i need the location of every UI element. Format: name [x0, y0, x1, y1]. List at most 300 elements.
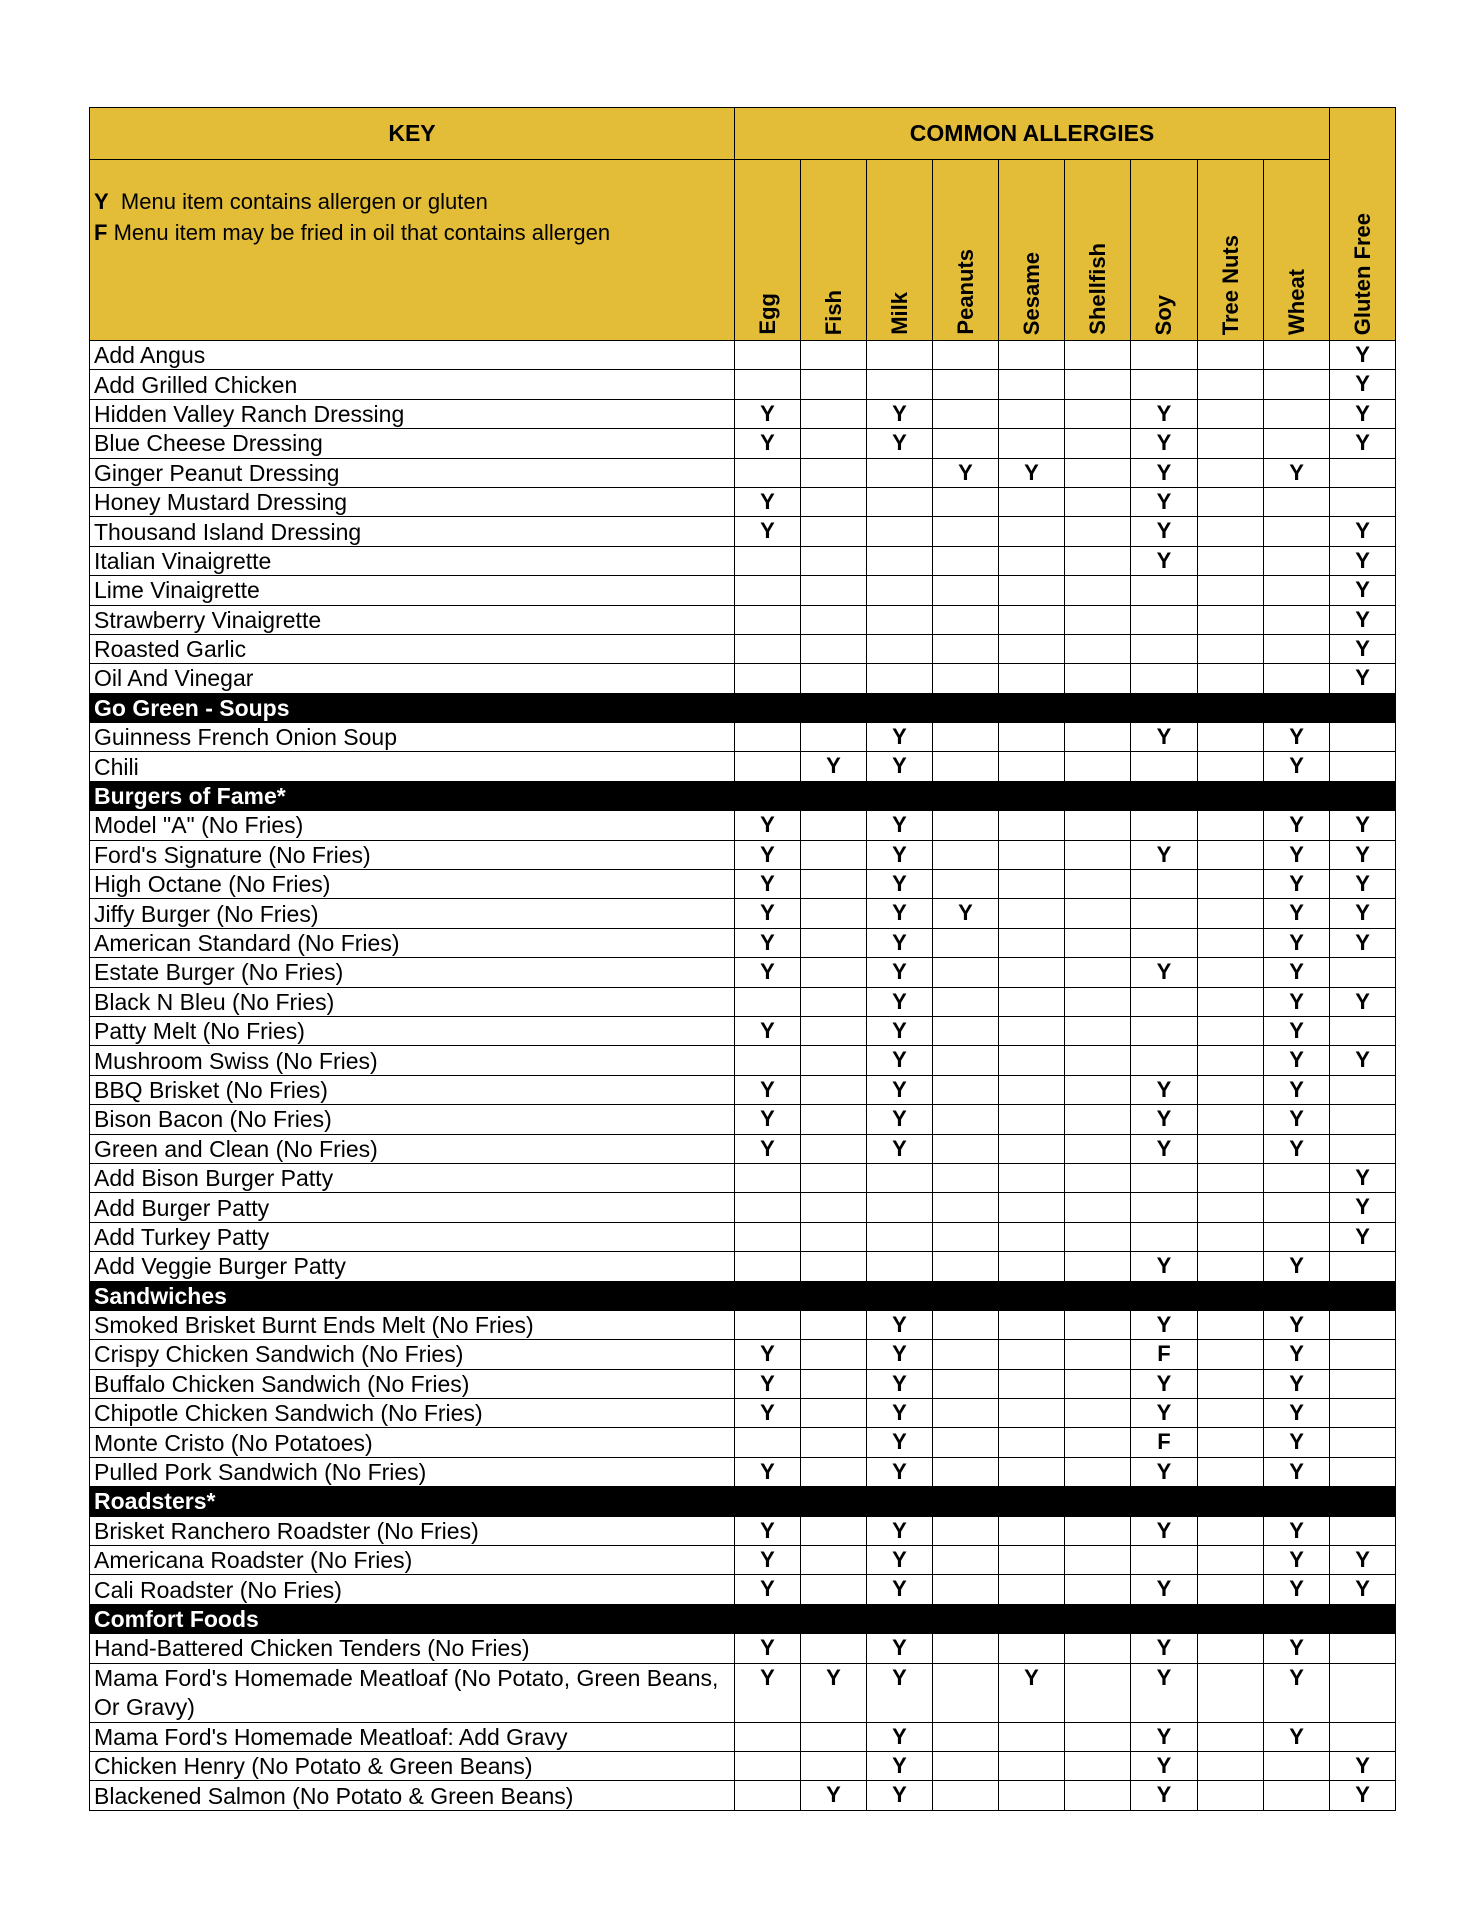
allergen-cell — [933, 1252, 999, 1281]
allergen-cell — [735, 1252, 801, 1281]
allergen-cell — [999, 1575, 1065, 1604]
allergen-cell — [1264, 370, 1330, 399]
allergen-cell — [1198, 1722, 1264, 1751]
allergen-cell: Y — [867, 1751, 933, 1780]
allergen-cell — [1131, 1163, 1198, 1192]
allergen-cell: Y — [1264, 870, 1330, 899]
allergen-cell — [999, 1722, 1065, 1751]
allergen-cell — [801, 605, 867, 634]
allergen-cell — [801, 1634, 867, 1663]
table-row — [90, 1781, 1396, 1810]
allergen-cell — [1065, 664, 1131, 693]
allergen-cell: Y — [1330, 811, 1396, 840]
allergen-cell — [1264, 664, 1330, 693]
allergen-cell — [1065, 1222, 1131, 1251]
table-row — [90, 1575, 1396, 1604]
menu-item-name: Blackened Salmon (No Potato & Green Beans) — [90, 1781, 735, 1810]
allergen-cell — [1330, 1310, 1396, 1339]
allergen-cell — [933, 1634, 999, 1663]
allergen-cell — [735, 576, 801, 605]
allergen-cell — [1065, 899, 1131, 928]
allergen-cell: Y — [867, 1663, 933, 1722]
allergen-cell — [1065, 1634, 1131, 1663]
table-row — [90, 1163, 1396, 1192]
table-row — [90, 1369, 1396, 1398]
allergen-cell — [735, 341, 801, 370]
allergen-cell — [1198, 1252, 1264, 1281]
allergen-cell: Y — [735, 1457, 801, 1486]
allergen-cell — [1198, 341, 1264, 370]
allergen-cell: Y — [1264, 752, 1330, 781]
allergen-cell: Y — [867, 1016, 933, 1045]
allergen-cell — [933, 1722, 999, 1751]
table-row — [90, 1340, 1396, 1369]
allergen-cell: Y — [1264, 1252, 1330, 1281]
allergen-cell — [1065, 429, 1131, 458]
allergen-cell: Y — [735, 1516, 801, 1545]
allergen-cell — [999, 811, 1065, 840]
allergen-cell — [1065, 1163, 1131, 1192]
allergen-cell — [1065, 870, 1131, 899]
allergen-cell — [867, 1252, 933, 1281]
table-row — [90, 1016, 1396, 1045]
menu-item-name: Cali Roadster (No Fries) — [90, 1575, 735, 1604]
allergen-cell: Y — [1330, 840, 1396, 869]
allergen-cell — [999, 1369, 1065, 1398]
allergen-cell — [1131, 1046, 1198, 1075]
table-row — [90, 1252, 1396, 1281]
allergen-cell: Y — [1131, 1722, 1198, 1751]
allergen-cell: Y — [867, 1634, 933, 1663]
allergen-cell — [999, 634, 1065, 663]
table-row — [90, 1134, 1396, 1163]
allergen-cell — [1065, 487, 1131, 516]
menu-item-name: Bison Bacon (No Fries) — [90, 1105, 735, 1134]
allergen-cell: Y — [735, 1105, 801, 1134]
allergen-cell — [1198, 1046, 1264, 1075]
allergen-cell — [933, 870, 999, 899]
allergen-cell: Y — [735, 899, 801, 928]
allergen-cell — [933, 517, 999, 546]
allergen-cell — [1264, 1781, 1330, 1810]
allergen-cell — [933, 1428, 999, 1457]
allergen-cell — [1330, 1252, 1396, 1281]
table-row — [90, 1222, 1396, 1251]
table-row — [90, 1046, 1396, 1075]
allergen-cell — [1330, 1663, 1396, 1722]
allergen-cell — [1131, 370, 1198, 399]
allergen-cell — [933, 1193, 999, 1222]
allergen-cell — [867, 458, 933, 487]
allergen-cell — [999, 370, 1065, 399]
allergen-cell — [999, 1781, 1065, 1810]
allergen-cell — [933, 1516, 999, 1545]
allergen-cell — [801, 1075, 867, 1104]
allergen-cell: Y — [867, 811, 933, 840]
allergen-cell — [1065, 546, 1131, 575]
allergen-cell — [801, 1046, 867, 1075]
allergen-cell — [999, 1163, 1065, 1192]
allergen-cell — [999, 870, 1065, 899]
allergen-cell — [933, 1134, 999, 1163]
menu-item-name: Chicken Henry (No Potato & Green Beans) — [90, 1751, 735, 1780]
allergen-cell — [1330, 752, 1396, 781]
allergen-cell — [999, 576, 1065, 605]
allergen-cell — [735, 1222, 801, 1251]
allergen-cell — [801, 1222, 867, 1251]
table-row — [90, 605, 1396, 634]
allergen-cell: Y — [735, 429, 801, 458]
menu-item-name: Oil And Vinegar — [90, 664, 735, 693]
allergen-cell — [933, 1340, 999, 1369]
menu-item-name: Americana Roadster (No Fries) — [90, 1546, 735, 1575]
menu-item-name: Crispy Chicken Sandwich (No Fries) — [90, 1340, 735, 1369]
allergen-cell: Y — [1330, 1575, 1396, 1604]
allergen-cell — [1330, 1075, 1396, 1104]
menu-item-name: Ginger Peanut Dressing — [90, 458, 735, 487]
menu-item-name: Hidden Valley Ranch Dressing — [90, 399, 735, 428]
column-header-soy: Soy — [1131, 160, 1198, 341]
allergen-cell — [933, 723, 999, 752]
allergen-cell — [735, 634, 801, 663]
menu-item-name: Mama Ford's Homemade Meatloaf (No Potato, Green Beans, Or Gravy) — [90, 1663, 735, 1722]
allergen-cell — [801, 399, 867, 428]
allergen-cell — [1198, 1222, 1264, 1251]
allergen-cell: Y — [1131, 1751, 1198, 1780]
allergen-cell: Y — [867, 1722, 933, 1751]
allergen-cell — [1131, 811, 1198, 840]
allergen-cell: Y — [1264, 1310, 1330, 1339]
allergen-cell — [1264, 546, 1330, 575]
allergen-cell — [801, 1516, 867, 1545]
menu-item-name: Buffalo Chicken Sandwich (No Fries) — [90, 1369, 735, 1398]
allergen-cell: Y — [999, 1663, 1065, 1722]
allergen-cell — [1198, 723, 1264, 752]
table-row — [90, 341, 1396, 370]
menu-item-name: High Octane (No Fries) — [90, 870, 735, 899]
allergen-cell — [999, 517, 1065, 546]
allergen-cell — [1065, 1751, 1131, 1780]
allergen-cell — [1065, 399, 1131, 428]
allergen-cell — [933, 1546, 999, 1575]
table-row — [90, 1546, 1396, 1575]
menu-item-name: Mama Ford's Homemade Meatloaf: Add Gravy — [90, 1722, 735, 1751]
allergen-cell — [1065, 576, 1131, 605]
allergen-cell: Y — [1264, 1399, 1330, 1428]
allergen-cell — [933, 1751, 999, 1780]
allergen-cell — [999, 987, 1065, 1016]
menu-item-name: Thousand Island Dressing — [90, 517, 735, 546]
table-row — [90, 1310, 1396, 1339]
table-row — [90, 899, 1396, 928]
allergen-cell: Y — [735, 1546, 801, 1575]
section-header: Roadsters* — [90, 1487, 1396, 1516]
section-header: Comfort Foods — [90, 1604, 1396, 1633]
allergen-cell — [1065, 341, 1131, 370]
allergen-cell: Y — [735, 870, 801, 899]
allergen-cell — [1330, 487, 1396, 516]
allergen-cell — [801, 1546, 867, 1575]
allergen-cell — [1264, 399, 1330, 428]
allergen-cell — [1198, 1516, 1264, 1545]
table-row — [90, 870, 1396, 899]
allergen-cell — [735, 752, 801, 781]
allergen-cell — [1198, 1016, 1264, 1045]
allergen-cell: Y — [1131, 399, 1198, 428]
allergen-cell — [735, 1193, 801, 1222]
allergen-cell: Y — [1131, 1663, 1198, 1722]
allergen-cell — [1330, 1428, 1396, 1457]
allergen-cell — [933, 1222, 999, 1251]
allergen-cell — [801, 1105, 867, 1134]
allergen-cell: Y — [867, 399, 933, 428]
menu-item-name: American Standard (No Fries) — [90, 928, 735, 957]
allergen-cell: Y — [1330, 605, 1396, 634]
allergen-cell: Y — [867, 1369, 933, 1398]
allergen-cell — [1131, 1016, 1198, 1045]
allergen-cell — [1065, 605, 1131, 634]
allergen-cell — [933, 546, 999, 575]
menu-item-name: Jiffy Burger (No Fries) — [90, 899, 735, 928]
allergen-cell — [1330, 1457, 1396, 1486]
menu-item-name: Add Bison Burger Patty — [90, 1163, 735, 1192]
allergen-cell: Y — [867, 1046, 933, 1075]
allergen-cell: Y — [867, 987, 933, 1016]
allergen-cell — [801, 1457, 867, 1486]
allergen-cell — [735, 605, 801, 634]
allergen-cell — [933, 1016, 999, 1045]
allergen-cell: Y — [735, 1575, 801, 1604]
allergen-cell — [867, 1163, 933, 1192]
allergen-cell — [1065, 1105, 1131, 1134]
allergen-cell — [867, 517, 933, 546]
allergen-cell: Y — [867, 928, 933, 957]
allergen-cell — [933, 752, 999, 781]
allergen-cell — [1131, 987, 1198, 1016]
allergen-cell — [933, 840, 999, 869]
allergen-cell: Y — [1330, 1222, 1396, 1251]
allergen-cell — [1065, 1575, 1131, 1604]
allergen-cell — [1065, 458, 1131, 487]
allergen-cell — [1198, 1310, 1264, 1339]
allergen-cell — [801, 1252, 867, 1281]
allergen-cell: Y — [1264, 1340, 1330, 1369]
allergen-cell — [1330, 1134, 1396, 1163]
allergen-cell: Y — [1131, 1134, 1198, 1163]
allergen-table — [89, 107, 1396, 1811]
allergen-cell — [933, 370, 999, 399]
column-header-milk: Milk — [867, 160, 933, 341]
table-row — [90, 1751, 1396, 1780]
allergen-cell — [933, 1310, 999, 1339]
allergen-cell: Y — [1131, 1781, 1198, 1810]
menu-item-name: Estate Burger (No Fries) — [90, 958, 735, 987]
allergen-cell — [801, 664, 867, 693]
menu-item-name: Model "A" (No Fries) — [90, 811, 735, 840]
allergen-cell — [999, 341, 1065, 370]
table-row — [90, 664, 1396, 693]
allergen-cell: Y — [1264, 899, 1330, 928]
allergen-cell — [1198, 899, 1264, 928]
allergen-cell — [1065, 1016, 1131, 1045]
table-row — [90, 811, 1396, 840]
allergen-cell — [1198, 664, 1264, 693]
allergen-cell — [1065, 1457, 1131, 1486]
allergen-cell — [933, 341, 999, 370]
menu-item-name: Add Burger Patty — [90, 1193, 735, 1222]
allergen-cell — [867, 605, 933, 634]
allergen-cell: Y — [1330, 370, 1396, 399]
allergen-cell — [1198, 546, 1264, 575]
allergen-cell: Y — [1131, 840, 1198, 869]
allergen-cell — [1065, 370, 1131, 399]
allergen-cell — [999, 1340, 1065, 1369]
allergen-cell: Y — [1264, 1046, 1330, 1075]
allergen-cell — [999, 1134, 1065, 1163]
allergen-cell — [1065, 1516, 1131, 1545]
allergen-cell — [999, 1634, 1065, 1663]
allergen-cell — [1264, 1751, 1330, 1780]
allergen-cell: Y — [1330, 1546, 1396, 1575]
allergen-cell: Y — [801, 752, 867, 781]
allergen-cell — [1330, 1634, 1396, 1663]
allergen-cell — [933, 1781, 999, 1810]
allergen-cell — [801, 1751, 867, 1780]
allergen-cell — [1198, 1751, 1264, 1780]
table-row — [90, 1399, 1396, 1428]
allergen-cell — [933, 987, 999, 1016]
allergen-cell: Y — [1330, 987, 1396, 1016]
allergen-cell — [999, 546, 1065, 575]
column-header-tree-nuts: Tree Nuts — [1198, 160, 1264, 341]
allergen-cell: Y — [1264, 1634, 1330, 1663]
allergen-cell — [999, 723, 1065, 752]
menu-item-name: Lime Vinaigrette — [90, 576, 735, 605]
allergen-cell — [999, 899, 1065, 928]
allergen-cell — [801, 517, 867, 546]
gluten-free-label: Gluten Free — [1349, 212, 1375, 335]
allergen-cell — [801, 341, 867, 370]
table-row — [90, 723, 1396, 752]
allergen-cell: Y — [1131, 958, 1198, 987]
allergen-cell — [801, 899, 867, 928]
allergen-cell: Y — [1131, 1457, 1198, 1486]
menu-item-name: Smoked Brisket Burnt Ends Melt (No Fries) — [90, 1310, 735, 1339]
allergen-cell — [933, 811, 999, 840]
allergen-cell — [1330, 1340, 1396, 1369]
allergen-cell — [1330, 1516, 1396, 1545]
allergen-cell — [801, 870, 867, 899]
allergen-cell — [999, 1399, 1065, 1428]
allergen-cell — [1131, 870, 1198, 899]
table-row — [90, 1722, 1396, 1751]
allergen-cell: Y — [1264, 1516, 1330, 1545]
allergen-cell: Y — [1330, 429, 1396, 458]
allergen-cell: Y — [735, 1369, 801, 1398]
table-row — [90, 928, 1396, 957]
allergen-cell: Y — [735, 1340, 801, 1369]
allergen-cell — [735, 723, 801, 752]
legend — [90, 160, 735, 341]
allergen-cell: Y — [1330, 341, 1396, 370]
allergen-cell — [735, 458, 801, 487]
allergen-cell — [801, 1310, 867, 1339]
allergen-cell — [1264, 429, 1330, 458]
legend-line-y: Y Menu item contains allergen or gluten — [94, 189, 488, 214]
allergen-cell — [801, 458, 867, 487]
allergen-cell — [801, 370, 867, 399]
menu-item-name: Add Veggie Burger Patty — [90, 1252, 735, 1281]
allergen-cell: Y — [867, 1340, 933, 1369]
menu-item-name: Monte Cristo (No Potatoes) — [90, 1428, 735, 1457]
allergen-cell — [735, 370, 801, 399]
allergen-cell: Y — [1131, 546, 1198, 575]
column-header-peanuts: Peanuts — [933, 160, 999, 341]
allergen-cell — [1198, 370, 1264, 399]
allergen-cell — [1198, 811, 1264, 840]
allergen-cell — [999, 664, 1065, 693]
allergen-cell — [1198, 1163, 1264, 1192]
menu-item-name: Patty Melt (No Fries) — [90, 1016, 735, 1045]
allergen-cell: Y — [735, 1663, 801, 1722]
allergen-cell — [1131, 664, 1198, 693]
allergen-cell — [933, 1575, 999, 1604]
allergen-cell: Y — [735, 840, 801, 869]
allergen-cell — [801, 723, 867, 752]
allergen-cell: Y — [1131, 429, 1198, 458]
allergen-cell: Y — [1131, 1516, 1198, 1545]
allergen-cell: Y — [1264, 928, 1330, 957]
menu-item-name: Italian Vinaigrette — [90, 546, 735, 575]
allergen-cell: F — [1131, 1428, 1198, 1457]
allergen-cell — [999, 958, 1065, 987]
allergen-cell: Y — [1264, 1134, 1330, 1163]
allergen-cell: Y — [867, 1575, 933, 1604]
allergen-cell: Y — [867, 1399, 933, 1428]
allergen-cell — [933, 429, 999, 458]
allergen-cell: Y — [735, 1134, 801, 1163]
menu-item-name: Mushroom Swiss (No Fries) — [90, 1046, 735, 1075]
allergen-cell — [933, 1663, 999, 1722]
allergen-cell — [1198, 1781, 1264, 1810]
table-row — [90, 840, 1396, 869]
allergen-cell — [1198, 517, 1264, 546]
allergen-cell — [1198, 1075, 1264, 1104]
menu-item-name: Pulled Pork Sandwich (No Fries) — [90, 1457, 735, 1486]
allergen-cell — [1264, 576, 1330, 605]
allergen-cell — [1198, 605, 1264, 634]
allergen-cell — [1198, 1340, 1264, 1369]
allergen-cell — [801, 1340, 867, 1369]
allergen-cell — [1065, 840, 1131, 869]
allergen-cell: Y — [1131, 1575, 1198, 1604]
allergen-cell — [1131, 341, 1198, 370]
allergen-cell — [1131, 899, 1198, 928]
allergen-cell — [1198, 634, 1264, 663]
allergen-cell — [735, 1751, 801, 1780]
allergen-cell: Y — [1131, 1310, 1198, 1339]
allergen-cell — [1065, 517, 1131, 546]
allergen-cell — [999, 605, 1065, 634]
allergen-cell — [1065, 811, 1131, 840]
allergen-cell: Y — [1131, 458, 1198, 487]
allergen-cell — [801, 1575, 867, 1604]
allergen-cell — [933, 576, 999, 605]
allergen-cell: Y — [1131, 1252, 1198, 1281]
allergen-cell: Y — [867, 840, 933, 869]
allergen-cell — [933, 487, 999, 516]
table-row — [90, 1193, 1396, 1222]
